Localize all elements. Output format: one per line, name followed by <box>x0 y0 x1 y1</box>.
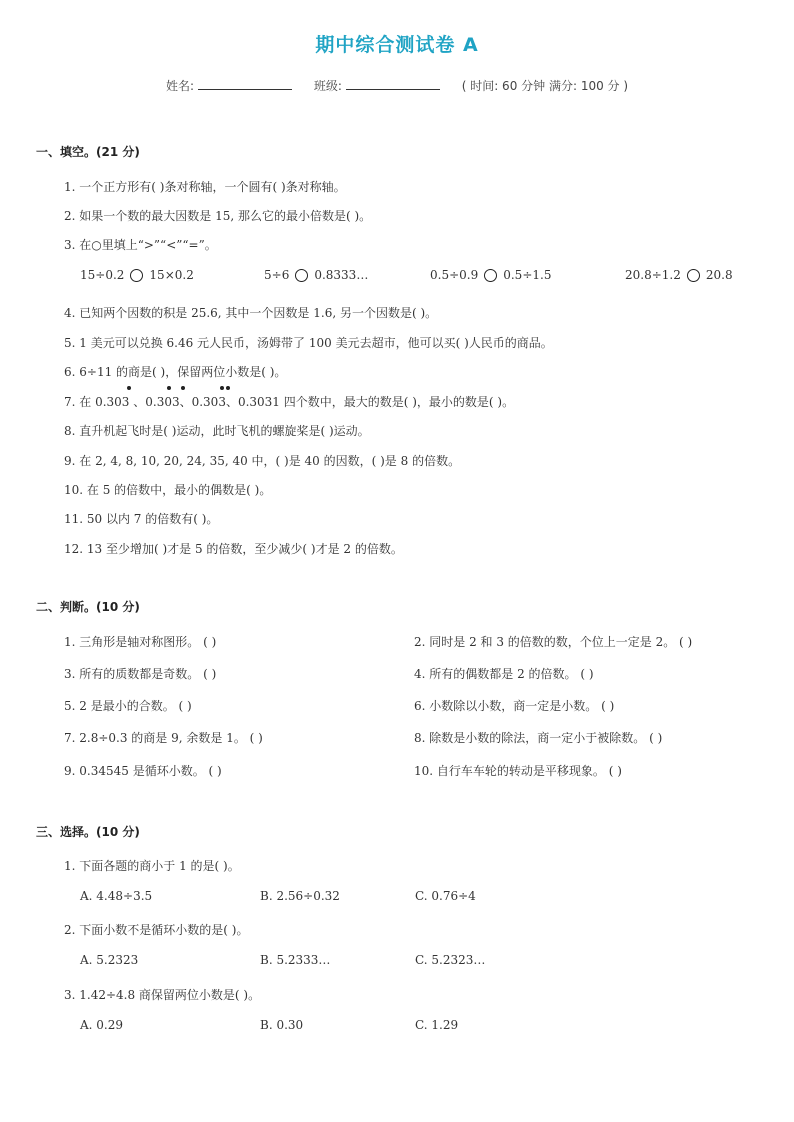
question-1-9: 9. 在 2, 4, 8, 10, 20, 24, 35, 40 中，( )是 40 的因数，( )是 8 的倍数。 <box>64 454 461 468</box>
judge-item-6: 6. 小数除以小数，商一定是小数。 ( ) <box>414 699 615 713</box>
repeat-dot <box>220 386 224 390</box>
name-blank[interactable] <box>198 77 292 90</box>
exam-meta: ( 时间: 60 分钟 满分: 100 分 ) <box>461 79 629 93</box>
judge-item-10: 10. 自行车车轮的转动是平移现象。 ( ) <box>414 764 622 778</box>
choice-option[interactable]: C. 5.2323… <box>415 953 486 967</box>
choice-question-1: 1. 下面各题的商小于 1 的是( )。 <box>64 859 240 873</box>
repeat-dot <box>167 386 171 390</box>
judge-item-7: 7. 2.8÷0.3 的商是 9, 余数是 1。 ( ) <box>64 731 263 745</box>
section-heading-fill-blank: 一、填空。(21 分) <box>36 145 140 159</box>
judge-item-5: 5. 2 是最小的合数。 ( ) <box>64 699 192 713</box>
repeat-dot <box>226 386 230 390</box>
question-1-12: 12. 13 至少增加( )才是 5 的倍数，至少减少( )才是 2 的倍数。 <box>64 542 403 556</box>
class-label: 班级: <box>313 79 342 93</box>
section-heading-multiple-choice: 三、选择。(10 分) <box>36 825 140 839</box>
compare-item-2: 5÷6 0.8333… <box>264 268 369 282</box>
repeat-dot <box>181 386 185 390</box>
choice-option[interactable]: B. 0.30 <box>260 1018 304 1032</box>
choice-option[interactable]: B. 5.2333… <box>260 953 331 967</box>
judge-item-4: 4. 所有的偶数都是 2 的倍数。 ( ) <box>414 667 594 681</box>
compare-circle[interactable] <box>484 269 497 282</box>
choice-option[interactable]: C. 1.29 <box>415 1018 459 1032</box>
judge-item-1: 1. 三角形是轴对称图形。 ( ) <box>64 635 217 649</box>
repeat-dot <box>127 386 131 390</box>
judge-item-3: 3. 所有的质数都是奇数。 ( ) <box>64 667 217 681</box>
compare-item-1: 15÷0.2 15×0.2 <box>80 268 194 282</box>
choice-option[interactable]: B. 2.56÷0.32 <box>260 889 340 903</box>
student-info-line <box>0 77 794 94</box>
question-1-8: 8. 直升机起飞时是( )运动，此时飞机的螺旋桨是( )运动。 <box>64 424 370 438</box>
choice-option[interactable]: A. 4.48÷3.5 <box>80 889 153 903</box>
page-title: 期中综合测试卷 A <box>315 34 479 56</box>
choice-option[interactable]: A. 5.2323 <box>80 953 139 967</box>
section-heading-true-false: 二、判断。(10 分) <box>36 600 140 614</box>
question-1-1: 1. 一个正方形有( )条对称轴，一个圆有( )条对称轴。 <box>64 180 346 194</box>
compare-circle[interactable] <box>130 269 143 282</box>
judge-item-9: 9. 0.34545 是循环小数。 ( ) <box>64 764 222 778</box>
choice-option[interactable]: C. 0.76÷4 <box>415 889 476 903</box>
class-blank[interactable] <box>346 77 440 90</box>
question-1-7: 7. 在 0.303 、0.303、0.303、0.3031 四个数中，最大的数是( )，最小的数是( )。 <box>64 395 515 409</box>
compare-item-4: 20.8÷1.2 20.8 <box>625 268 733 282</box>
compare-item-3: 0.5÷0.9 0.5÷1.5 <box>430 268 552 282</box>
judge-item-2: 2. 同时是 2 和 3 的倍数的数，个位上一定是 2。 ( ) <box>414 635 693 649</box>
question-1-6: 6. 6÷11 的商是( )，保留两位小数是( )。 <box>64 365 287 379</box>
choice-question-3: 3. 1.42÷4.8 商保留两位小数是( )。 <box>64 988 261 1002</box>
question-1-4: 4. 已知两个因数的积是 25.6, 其中一个因数是 1.6, 另一个因数是( )。 <box>64 306 438 320</box>
question-1-2: 2. 如果一个数的最大因数是 15, 那么它的最小倍数是( )。 <box>64 209 372 223</box>
compare-circle[interactable] <box>687 269 700 282</box>
choice-question-2: 2. 下面小数不是循环小数的是( )。 <box>64 923 249 937</box>
question-1-3: 3. 在○里填上“>”“<”“=”。 <box>64 238 217 252</box>
question-1-11: 11. 50 以内 7 的倍数有( )。 <box>64 512 219 526</box>
judge-item-8: 8. 除数是小数的除法，商一定小于被除数。 ( ) <box>414 731 663 745</box>
name-label: 姓名: <box>165 79 194 93</box>
question-1-10: 10. 在 5 的倍数中，最小的偶数是( )。 <box>64 483 272 497</box>
choice-option[interactable]: A. 0.29 <box>80 1018 124 1032</box>
question-1-5: 5. 1 美元可以兑换 6.46 元人民币，汤姆带了 100 美元去超市，他可以买( )人民币的商品。 <box>64 336 553 350</box>
compare-circle[interactable] <box>295 269 308 282</box>
